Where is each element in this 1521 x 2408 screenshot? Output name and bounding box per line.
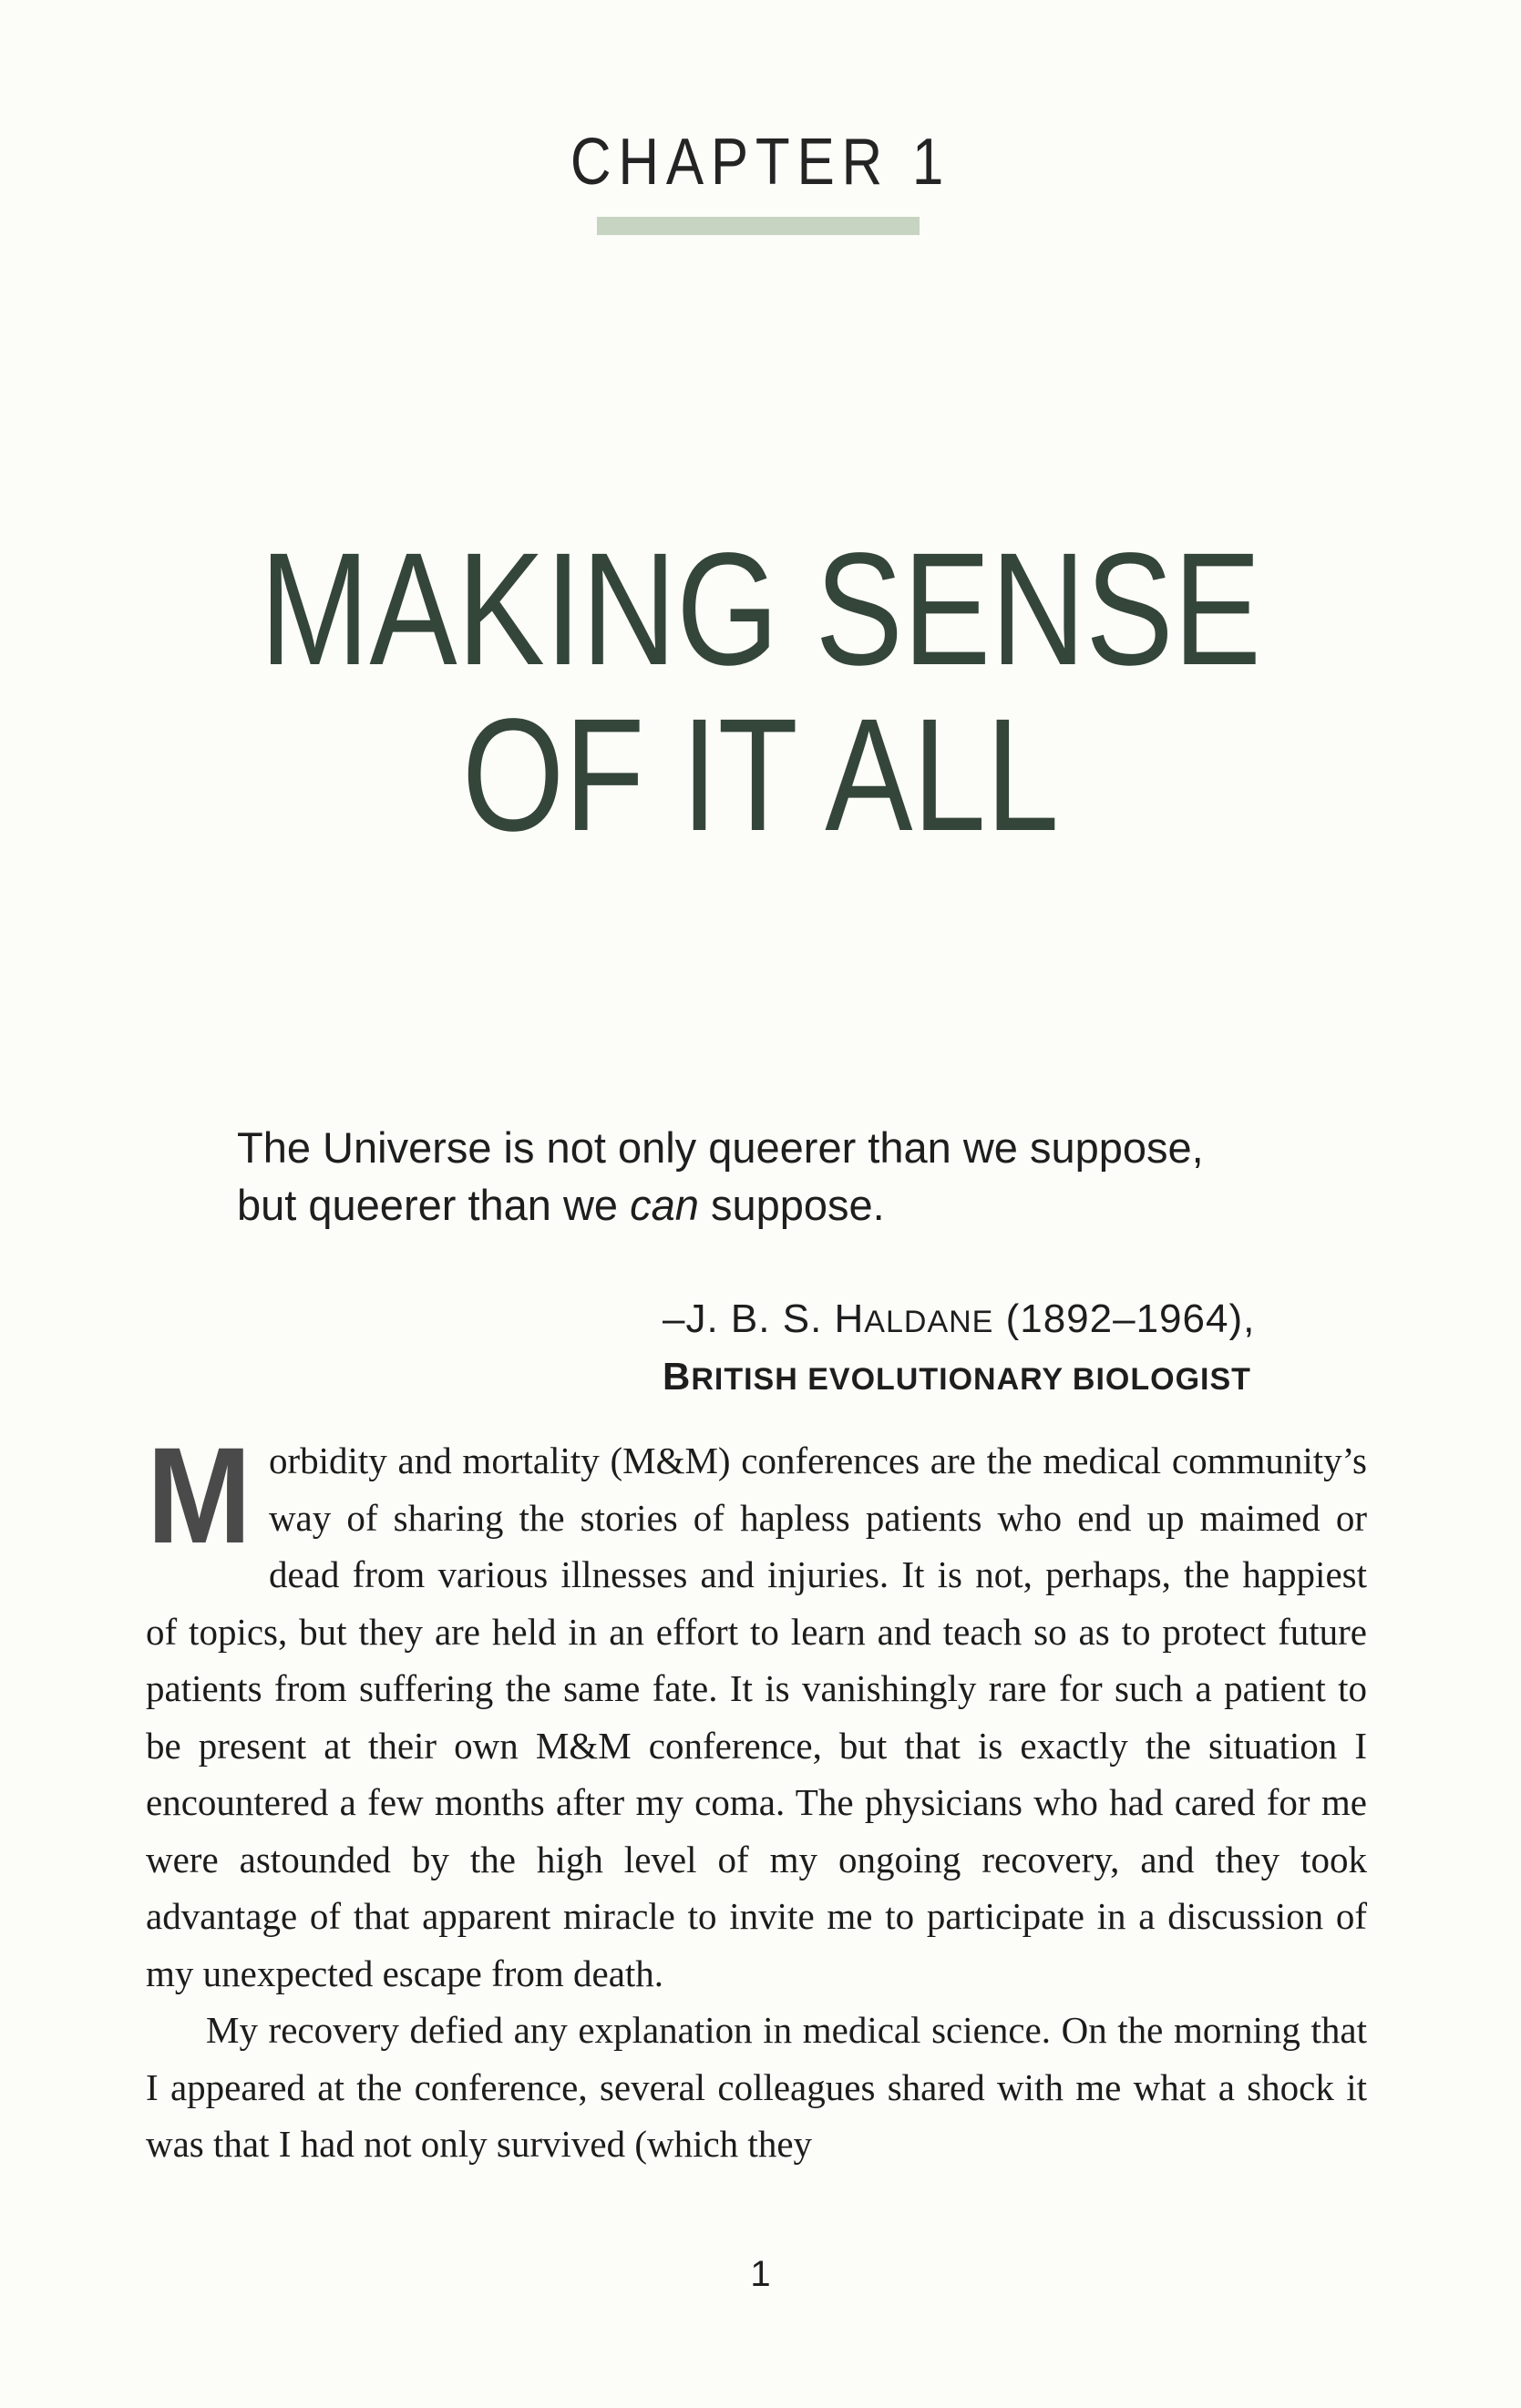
chapter-title-line-1: MAKING SENSE xyxy=(260,520,1261,699)
attribution-name-line xyxy=(663,1292,1392,1349)
epigraph-attribution xyxy=(663,1292,1392,1407)
paragraph-1 xyxy=(146,1419,1367,2002)
epigraph-line-2-end: suppose. xyxy=(698,1181,885,1229)
epigraph-line-2-start: but queerer than we xyxy=(237,1181,631,1229)
paragraph-2: My recovery defied any explanation in medical science. On the morning that I appeared at the conference, several colleagues shared with me what a shock it was that I had not only survived (which they xyxy=(146,2009,1367,2165)
chapter-title-line-2: OF IT ALL xyxy=(461,686,1060,865)
chapter-label: CHAPTER 1 xyxy=(570,126,951,199)
paragraph-1-text: orbidity and mortality (M&M) conferences are the medical community’s way of sharing the stories of hapless patients who end up maimed or dead from various illnesses and injuries. It is not, perhaps, the happiest of topics, but they are held in an effort to learn and teach so as to protect future patients from suffering the same fate. It is vanishingly rare for such a patient to be present at their own M&M conference, but that is exactly the situation I encountered a few months after my coma. The physicians who had cared for me were astounded by the high level of my ongoing recovery, and they took advantage of that apparent miracle to invite me to participate in a discussion of my unexpected escape from death. xyxy=(146,1440,1367,1994)
attribution-surname: ALDANE xyxy=(864,1305,994,1339)
page-number: 1 xyxy=(750,2254,771,2294)
attribution-role-cap: B xyxy=(663,1355,692,1398)
attribution-initials: –J. B. S. H xyxy=(663,1296,865,1341)
epigraph-line-1: The Universe is not only queerer than we suppose, xyxy=(237,1123,1204,1172)
body-text xyxy=(146,1419,1367,2173)
attribution-years: (1892–1964), xyxy=(993,1296,1256,1341)
epigraph-emphasis: can xyxy=(630,1181,699,1229)
attribution-role: RITISH EVOLUTIONARY BIOLOGIST xyxy=(691,1362,1251,1397)
epigraph-line-2 xyxy=(237,1176,1376,1234)
chapter-title xyxy=(137,520,1384,865)
epigraph-quote xyxy=(237,1119,1376,1234)
attribution-role-line xyxy=(663,1349,1392,1407)
chapter-rule xyxy=(597,217,920,235)
drop-cap: M xyxy=(146,1419,252,1572)
